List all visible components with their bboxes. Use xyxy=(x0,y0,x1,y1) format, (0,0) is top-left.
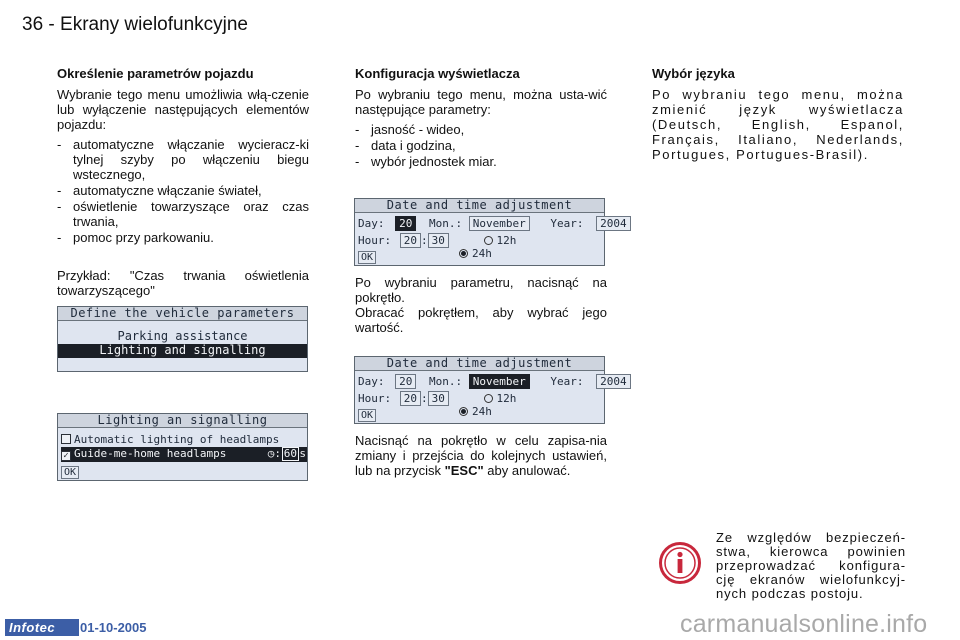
month-label: Mon.: xyxy=(429,217,463,230)
ok-button[interactable]: OK xyxy=(358,409,376,422)
list-item: - wybór jednostek miar. xyxy=(355,154,607,169)
year-label: Year: xyxy=(550,217,584,230)
section-heading: Wybór języka xyxy=(652,66,735,81)
hour-field[interactable]: 20 xyxy=(400,391,421,406)
lighting-signalling-screen xyxy=(57,413,308,481)
hour-field[interactable]: 20 xyxy=(400,233,421,248)
list-item: - data i godzina, xyxy=(355,138,607,153)
option-row[interactable] xyxy=(61,433,279,448)
month-field[interactable]: November xyxy=(469,374,530,389)
instruction-press-knob: Po wybraniu parametru, nacisnąć na pokrętło. xyxy=(355,275,607,305)
day-label: Day: xyxy=(358,217,385,230)
list-item: - automatyczne włączanie świateł, xyxy=(57,183,309,198)
screen-title: Date and time adjustment xyxy=(355,357,604,371)
menu-item-parking-assistance[interactable]: Parking assistance xyxy=(117,329,248,343)
duration-unit: s xyxy=(299,447,306,460)
ok-button[interactable]: OK xyxy=(358,251,376,264)
option-24h-label: 24h xyxy=(472,405,492,418)
date-row xyxy=(358,216,631,231)
minute-field[interactable]: 30 xyxy=(428,233,449,248)
hour-label: Hour: xyxy=(358,392,392,405)
language-section xyxy=(652,66,904,167)
section-intro: Po wybraniu tego menu, można usta-wić następujące parametry: xyxy=(355,87,607,117)
screen-title: Define the vehicle parameters xyxy=(58,307,307,321)
vehicle-parameters-screen xyxy=(57,306,308,372)
list-item: - oświetlenie towarzyszące oraz czas trwania, xyxy=(57,199,309,229)
option-row-selected[interactable] xyxy=(61,447,307,462)
date-time-screen-month xyxy=(354,356,627,424)
month-label: Mon.: xyxy=(429,375,463,388)
list-item: - jasność - wideo, xyxy=(355,122,607,137)
clock-icon: ◷: xyxy=(267,447,281,460)
vehicle-parameters-section xyxy=(57,66,309,246)
option-label: Automatic lighting of headlamps xyxy=(74,433,280,446)
day-field[interactable]: 20 xyxy=(395,374,416,389)
page-title: 36 - Ekrany wielofunkcyjne xyxy=(22,14,248,35)
ok-button[interactable]: OK xyxy=(61,466,79,479)
radio-24h-icon[interactable] xyxy=(459,249,468,258)
year-field[interactable]: 2004 xyxy=(596,216,631,231)
option-label: Guide-me-home headlamps xyxy=(74,447,227,460)
format-24h-row[interactable] xyxy=(459,405,492,420)
instruction-rotate-knob: Obracać pokrętłem, aby wybrać jego wartość. xyxy=(355,305,607,335)
info-icon xyxy=(658,541,702,585)
hour-label: Hour: xyxy=(358,234,392,247)
year-field[interactable]: 2004 xyxy=(596,374,631,389)
esc-key-label: "ESC" xyxy=(444,463,484,478)
infotec-logo: Infotec xyxy=(5,619,79,636)
example-caption: Przykład: "Czas trwania oświetlenia towarzyszącego" xyxy=(57,268,309,298)
section-heading: Konfiguracja wyświetlacza xyxy=(355,66,520,81)
date-row xyxy=(358,374,631,389)
instruction-text: aby anulować. xyxy=(483,463,571,478)
section-heading: Określenie parametrów pojazdu xyxy=(57,66,254,81)
list-item: - automatyczne włączanie wycieracz-ki tylnej szyby po włączeniu biegu wstecznego, xyxy=(57,137,309,182)
section-text: Po wybraniu tego menu, można zmienić język wyświetlacza (Deutsch, English, Espanol, Français, Italiano, Nederlands, Portugues, Portugues-Brasil). xyxy=(652,87,904,162)
checkbox-icon[interactable] xyxy=(61,434,71,444)
list-item: - pomoc przy parkowaniu. xyxy=(57,230,309,245)
safety-notice-text: Ze względów bezpieczeń-stwa, kierowca powinien przeprowadzać konfigura-cję ekranów wielofunkcyj-nych podczas postoju. xyxy=(716,530,906,601)
option-12h-label: 12h xyxy=(496,392,517,405)
radio-12h-icon[interactable] xyxy=(484,236,493,245)
hour-row: Hour: 20 : 30 12h xyxy=(358,392,517,405)
day-label: Day: xyxy=(358,375,385,388)
display-config-section xyxy=(355,66,607,170)
instruction-save xyxy=(355,433,607,478)
footer-date: 01-10-2005 xyxy=(80,620,147,635)
option-12h-label: 12h xyxy=(496,234,517,247)
feature-list xyxy=(57,137,309,245)
option-24h-label: 24h xyxy=(472,247,492,260)
date-time-screen-day xyxy=(354,198,627,266)
radio-12h-icon[interactable] xyxy=(484,394,493,403)
duration-value[interactable]: 60 xyxy=(283,447,297,460)
instruction-text: Nacisnąć na pokrętło w celu zapisa-nia zmiany i przejścia do kolejnych ustawień, lub na przycisk xyxy=(355,433,607,478)
screen-title: Lighting an signalling xyxy=(58,414,307,428)
checkbox-checked-icon[interactable]: ✓ xyxy=(61,451,71,461)
minute-field[interactable]: 30 xyxy=(428,391,449,406)
screen-title: Date and time adjustment xyxy=(355,199,604,213)
format-24h-row[interactable] xyxy=(459,247,492,262)
year-label: Year: xyxy=(550,375,584,388)
month-field[interactable]: November xyxy=(469,216,530,231)
watermark: carmanualsonline.info xyxy=(680,610,928,638)
hour-row: Hour: 20 : 30 12h xyxy=(358,234,517,247)
menu-item-lighting-signalling[interactable]: Lighting and signalling xyxy=(58,344,307,358)
radio-24h-icon[interactable] xyxy=(459,407,468,416)
safety-notice xyxy=(656,531,906,601)
parameter-list xyxy=(355,122,607,169)
day-field[interactable]: 20 xyxy=(395,216,416,231)
section-intro: Wybranie tego menu umożliwia włą-czenie lub wyłączenie następujących elementów pojazdu: xyxy=(57,87,309,132)
